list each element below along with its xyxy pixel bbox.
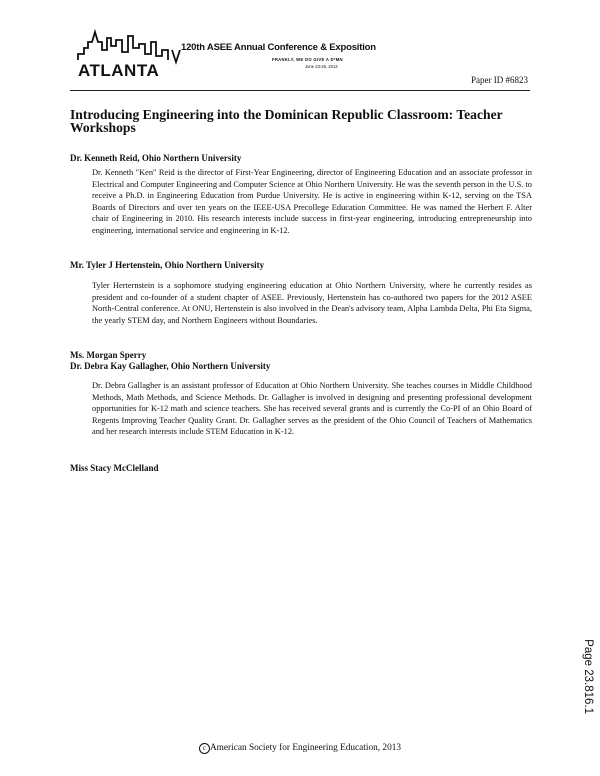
copyright-footer — [0, 743, 600, 754]
author-name: Dr. Debra Kay Gallagher, Ohio Northern University — [70, 361, 271, 371]
conference-tagline: FRANKLY, WE DO GIVE A D*MN — [272, 57, 343, 62]
page-number: Page 23.816.1 — [582, 639, 594, 714]
author-bio: Tyler Herternstein is a sophomore studying engineering education at Ohio Northern University, where he currently resides as president and co-founder of a student chapter of ASEE. Previously, Hertenstein has co-authored two papers for the 2012 ASEE North-Central conference. At ONU, Hertenstein is also involved in the Dean's advisory team, Alpha Lambda Delta, Phi Eta Sigma, the yearly STEM day, and Northern Engineers without Boundaries. — [92, 281, 532, 325]
paper-title: Introducing Engineering into the Dominican Republic Classroom: Teacher Workshops — [70, 107, 503, 135]
author-bio: Dr. Debra Gallagher is an assistant professor of Education at Ohio Northern University. She teaches courses in Middle Childhood Methods, Math Methods, and Science Methods. Dr. Gallagher is involved in designing and presenting professional development opportunities for K-12 math and science teachers. She has received several grants and is currently the Co-PI of an Ohio Board of Regents Improving Teacher Quality Grant. Dr. Gallagher serves as the president of the Ohio Council of Teachers of Mathematics and her research interests include STEM Education in K-12. — [92, 381, 532, 437]
author-name: Dr. Kenneth Reid, Ohio Northern University — [70, 153, 242, 163]
header-divider — [70, 90, 530, 91]
author-name: Ms. Morgan Sperry — [70, 350, 147, 360]
author-bio: Dr. Kenneth "Ken" Reid is the director of First-Year Engineering, director of Engineering Education and an associate professor in Electrical and Computer Engineering and Computer Science at Ohio Northern University. He was the seventh person in the U.S. to receive a Ph.D. in Engineering Education from Purdue University. He is active in engineering within K-12, serving on the TSA Boards of Directors and over ten years on the IEEE-USA Precollege Education Committee. He was named the Herbert F. Alter chair of Engineering in 2010. His research interests include success in first-year engineering, introducing entrepreneurship into engineering, international service and engineering in K-12. — [92, 168, 532, 235]
paper-id: Paper ID #6823 — [471, 75, 528, 85]
copyright-text: American Society for Engineering Education, 2013 — [209, 743, 402, 753]
conference-title: 120th ASEE Annual Conference & Exposition — [181, 42, 376, 53]
author-name: Miss Stacy McClelland — [70, 463, 159, 473]
atlanta-skyline-logo — [76, 28, 186, 80]
logo-text: ATLANTA — [78, 61, 160, 80]
copyright-icon: c — [199, 743, 210, 754]
conference-dates: June 23-26, 2013 — [305, 64, 338, 69]
author-name: Mr. Tyler J Hertenstein, Ohio Northern University — [70, 260, 265, 270]
